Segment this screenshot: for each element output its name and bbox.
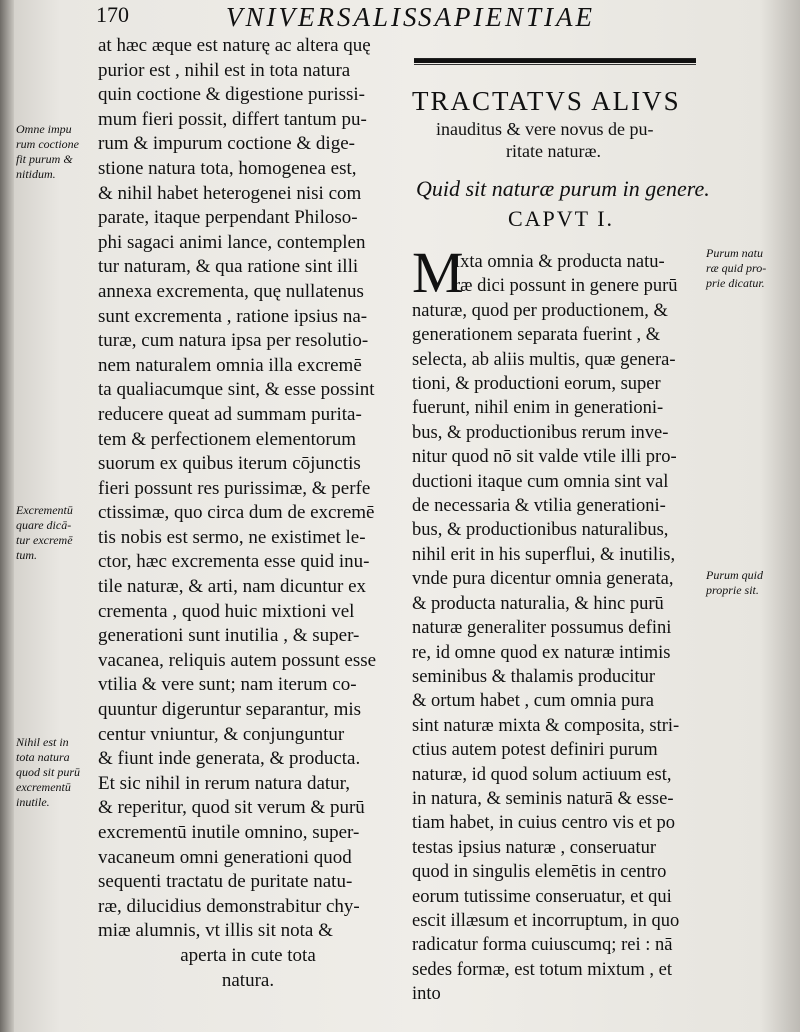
text-line: phi sagaci animi lance, contemplen [98, 231, 366, 253]
margin-note-line: fit purum & [16, 152, 73, 166]
text-line: vacanea, reliquis autem possunt esse [98, 649, 377, 671]
text-line: vnde pura dicentur omnia generata, [412, 569, 674, 590]
margin-note-line: proprie sit. [706, 583, 759, 597]
margin-note-line: quod sit purū [16, 765, 81, 779]
text-line: bus, & productionibus naturalibus, [412, 520, 669, 541]
text-line: purior est , nihil est in tota natura [98, 59, 351, 81]
text-line: tiam habet, in cuius centro vis et po [412, 813, 676, 834]
tract-subtitle-line: ritate naturæ. [506, 141, 601, 161]
text-line: vacaneum omni generationi quod [98, 846, 352, 868]
margin-note-line: Purum natu [706, 246, 763, 260]
text-line: re, id omne quod ex naturæ intimis [412, 642, 671, 663]
text-line: rum & impurum coctione & dige- [98, 133, 355, 155]
margin-note-line: tum. [16, 548, 37, 562]
text-line: ta qualiacumque sint, & esse possint [98, 379, 375, 401]
text-line: Ixta omnia & producta natu- [454, 252, 665, 272]
text-line: nihil erit in his superflui, & inutilis, [412, 544, 676, 565]
text-line: vtilia & vere sunt; nam iterum co- [98, 674, 357, 696]
text-line: quuntur digeruntur separantur, mis [98, 699, 362, 721]
text-line: naturæ, id quod solum actiuum est, [412, 764, 672, 785]
text-line: naturæ generaliter possumus defini [412, 618, 672, 639]
margin-note-right-2 [706, 568, 763, 598]
text-line: into [412, 984, 441, 1005]
text-line: turæ, cum natura ipsa per resolutio- [98, 330, 369, 352]
text-line: quin coctione & digestione purissi- [98, 84, 366, 106]
section-heading: Quid sit naturæ purum in genere. [416, 176, 710, 201]
text-line: nitur quod nō sit valde vtile illi pro- [412, 447, 677, 468]
margin-note-line: rum coctione [16, 137, 79, 151]
text-line: & fiunt inde generata, & producta. [98, 748, 361, 770]
text-line: reducere queat ad summam purita- [98, 403, 362, 425]
margin-note-line: quare dicā- [16, 518, 72, 532]
running-title-part2: SAPIENTIAE [418, 2, 595, 32]
book-gutter-shadow [0, 0, 14, 1032]
margin-note-line: tur excremē [16, 533, 73, 547]
text-line: nem naturalem omnia illa excremē [98, 354, 362, 376]
text-line: natura. [221, 969, 275, 991]
margin-note-line: tota natura [16, 750, 70, 764]
text-line: centur vniuntur, & conjunguntur [98, 723, 345, 745]
text-line: aperta in cute tota [180, 944, 316, 966]
text-line: miæ alumnis, vt illis sit nota & [98, 920, 333, 942]
text-line: testas ipsius naturæ , conseruatur [412, 837, 657, 858]
text-line: sequenti tractatu de puritate natu- [98, 871, 353, 893]
text-line: & ortum habet , cum omnia pura [412, 691, 654, 712]
margin-note-line: ræ quid pro- [706, 261, 767, 275]
text-line: ctius autem potest definiri purum [412, 740, 658, 761]
margin-note-left-3 [16, 735, 80, 810]
text-line: ctissimæ, quo circa dum de excremē [98, 502, 375, 524]
text-line: sedes formæ, est totum mixtum , et [412, 959, 673, 980]
text-line: tioni, & productioni eorum, super [412, 374, 661, 395]
tract-title: TRACTATVS ALIVS [412, 86, 681, 116]
text-line: stione natura tota, homogenea est, [98, 157, 357, 179]
margin-note-line: Nihil est in [16, 735, 69, 749]
margin-note-line: Omne impu [16, 122, 72, 136]
text-line: tis nobis est sermo, ne existimet le- [98, 526, 366, 548]
text-line: ræ dici possunt in genere purū [454, 276, 678, 297]
text-line: naturæ, quod per productionem, & [412, 300, 668, 321]
text-line: crementa , quod huic mixtioni vel [98, 600, 355, 622]
text-line: annexa excrementa, quę nullatenus [98, 280, 364, 302]
text-line: sint naturæ mixta & composita, stri- [412, 715, 680, 736]
text-line: excrementū inutile omnino, super- [98, 822, 360, 843]
margin-note-left-1 [16, 122, 79, 182]
margin-note-line: Excrementū [16, 503, 73, 517]
text-line: eorum tutissime conseruatur, et qui [412, 886, 672, 907]
text-line: tur naturam, & qua ratione sint illi [98, 256, 359, 278]
text-line: ræ, dilucidius demonstrabitur chy- [98, 895, 360, 917]
text-line: Et sic nihil in rerum natura datur, [98, 772, 350, 794]
text-line: bus, & productionibus rerum inve- [412, 422, 669, 443]
running-title-part1: VNIVERSALIS [226, 2, 420, 32]
tract-subtitle [436, 118, 706, 162]
tract-subtitle-line: inauditus & vere novus de pu- [436, 119, 654, 139]
drop-cap: M [412, 240, 464, 305]
running-header [96, 2, 656, 32]
margin-note-right-1 [706, 246, 766, 291]
margin-note-line: Purum quid [706, 568, 763, 582]
text-line: selecta, ab aliis multis, quæ genera- [412, 349, 676, 370]
chapter-heading: CAPVT I. [508, 206, 615, 231]
text-line: suorum ex quibus iterum cōjunctis [98, 453, 361, 475]
margin-note-line: inutile. [16, 795, 50, 809]
text-line: seminibus & thalamis producitur [412, 666, 656, 687]
text-line: in natura, & seminis naturā & esse- [412, 788, 674, 809]
text-line: de necessaria & vtilia generationi- [412, 496, 666, 517]
text-line: & producta naturalia, & hinc purū [412, 593, 664, 614]
text-line: generationem separata fuerint , & [412, 325, 661, 346]
text-line: mum fieri possit, differt tantum pu- [98, 108, 367, 130]
page-number: 170 [96, 2, 129, 27]
text-line: fuerunt, nihil enim in generationi- [412, 398, 664, 419]
ornamental-rule [414, 58, 696, 63]
margin-note-line: nitidum. [16, 167, 56, 181]
text-line: fieri possunt res purissimæ, & perfe [98, 477, 371, 499]
text-line: ctor, hæc excrementa esse quid inu- [98, 551, 370, 573]
text-line: quod in singulis elemētis in centro [412, 862, 667, 883]
left-text-column [98, 34, 398, 993]
text-line: at hæc æque est naturę ac altera quę [98, 35, 371, 56]
text-line: radicatur forma cuiuscumq; rei : nā [412, 935, 673, 956]
right-text-column [412, 250, 708, 1007]
text-line: tem & perfectionem elementorum [98, 428, 356, 450]
margin-note-line: excrementū [16, 780, 71, 794]
margin-note-left-2 [16, 503, 73, 563]
text-line: tile naturæ, & arti, nam dicuntur ex [98, 576, 367, 598]
text-line: escit illæsum et incorruptum, in quo [412, 910, 680, 931]
text-line: & reperitur, quod sit verum & purū [98, 797, 365, 819]
text-line: parate, itaque perpendant Philoso- [98, 207, 358, 229]
text-line: generationi sunt inutilia , & super- [98, 625, 360, 647]
margin-note-line: prie dicatur. [706, 276, 765, 290]
text-line: ductioni itaque cum omnia sint val [412, 471, 669, 492]
text-line: sunt excrementa , ratione ipsius na- [98, 305, 368, 327]
ornamental-rule-thin [414, 64, 696, 65]
text-line: & nihil habet heterogenei nisi com [98, 182, 362, 204]
